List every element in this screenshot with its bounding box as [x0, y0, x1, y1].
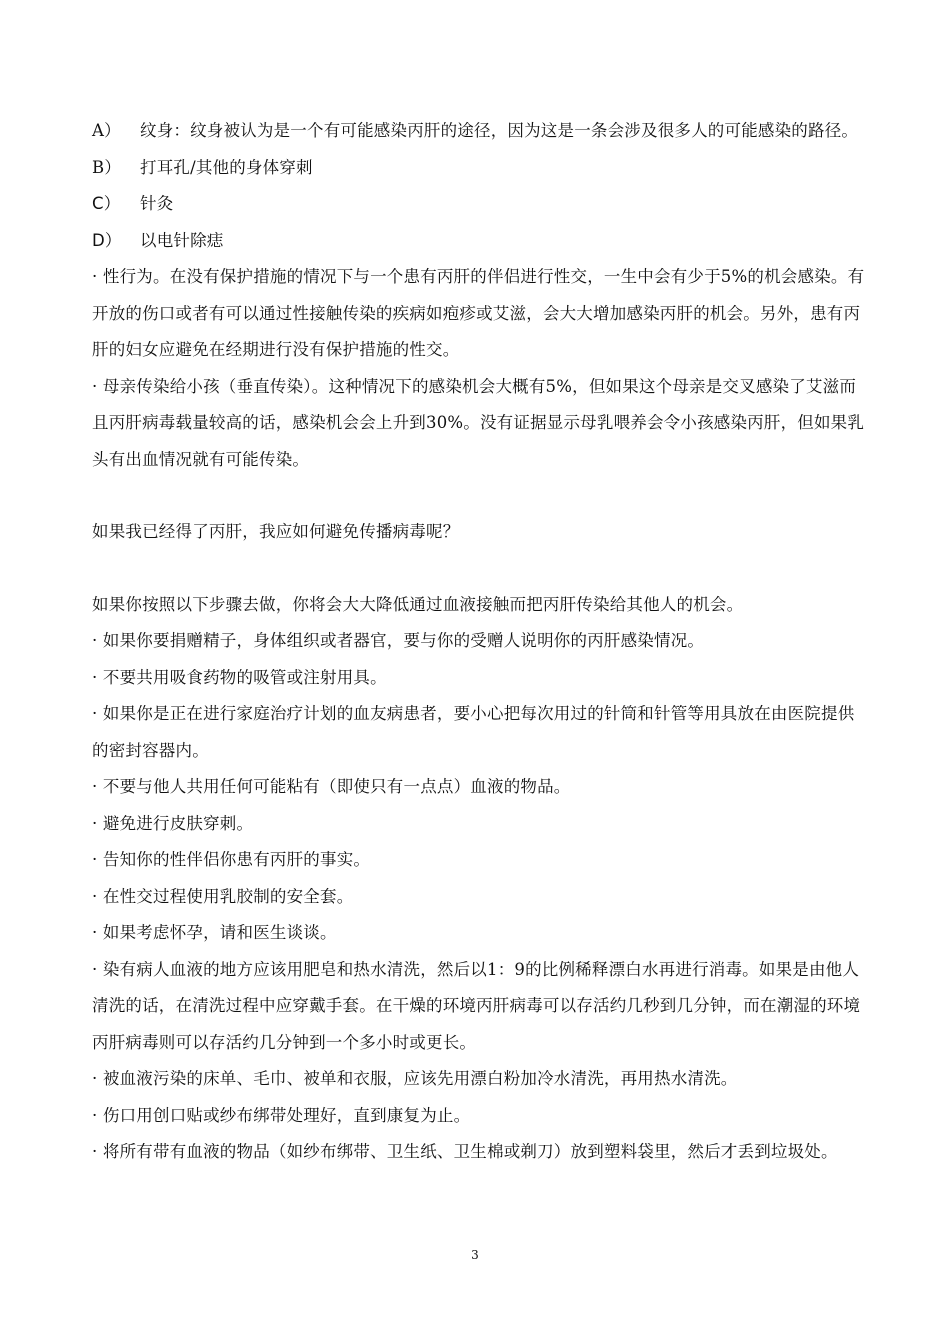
list-text-c: 针灸: [140, 194, 174, 213]
section-question: 如果我已经得了丙肝，我应如何避免传播病毒呢？: [92, 522, 460, 541]
bullet-item: · 如果你是正在进行家庭治疗计划的血友病患者，要小心把每次用过的针筒和针管等用具放在由医院提供的密封容器内。: [92, 704, 855, 760]
page-content: [92, 113, 868, 1171]
list-item-b: [92, 150, 868, 187]
bullet-item: · 将所有带有血液的物品（如纱布绑带、卫生纸、卫生棉或剃刀）放到塑料袋里，然后才丢到垃圾处。: [92, 1142, 838, 1161]
list-label-a: A）: [92, 121, 121, 140]
list-label-d: D）: [92, 230, 122, 250]
list-item-c: [92, 186, 868, 223]
paragraph-gap: [92, 551, 868, 587]
bullet-item: · 告知你的性伴侣你患有丙肝的事实。: [92, 850, 371, 869]
list-text-d: 以电针除痣: [140, 230, 224, 250]
list-text-a: 纹身：纹身被认为是一个有可能感染丙肝的途径，因为这是一条会涉及很多人的可能感染的路径。: [140, 121, 859, 140]
bullet-item: · 不要共用吸食药物的吸管或注射用具。: [92, 667, 387, 687]
list-label-c: C）: [92, 194, 121, 213]
bullet-item: · 如果你要捐赠精子，身体组织或者器官，要与你的受赠人说明你的丙肝感染情况。: [92, 631, 705, 650]
bullet-item: · 如果考虑怀孕，请和医生谈谈。: [92, 923, 337, 942]
bullet-item: · 伤口用创口贴或纱布绑带处理好，直到康复为止。: [92, 1105, 471, 1125]
list-item-d: [92, 223, 868, 260]
list-item-a: [92, 113, 868, 150]
paragraph-gap: [92, 478, 868, 514]
bullet-item: · 被血液污染的床单、毛巾、被单和衣服，应该先用漂白粉加冷水清洗，再用热水清洗。: [92, 1069, 738, 1088]
bullet-item: · 避免进行皮肤穿刺。: [92, 813, 254, 833]
bullet-vertical-transmission: · 母亲传染给小孩（垂直传染）。这种情况下的感染机会大概有5%，但如果这个母亲是交叉感染了艾滋而且丙肝病毒载量较高的话，感染机会会上升到30%。没有证据显示母乳喂养会令小孩感染丙肝，但如果乳头有出血情况就有可能传染。: [92, 376, 865, 469]
bullet-item: · 不要与他人共用任何可能粘有（即使只有一点点）血液的物品。: [92, 777, 571, 796]
page-number: 3: [471, 1248, 479, 1262]
list-text-b: 打耳孔/其他的身体穿刺: [140, 157, 313, 177]
section-intro: 如果你按照以下步骤去做，你将会大大降低通过血液接触而把丙肝传染给其他人的机会。: [92, 594, 744, 614]
bullet-sexual-transmission: · 性行为。在没有保护措施的情况下与一个患有丙肝的伴侣进行性交，一生中会有少于5%的机会感染。有开放的伤口或者有可以通过性接触传染的疾病如疱疹或艾滋，会大大增加感染丙肝的机会。另外，患有丙肝的妇女应避免在经期进行没有保护措施的性交。: [92, 267, 865, 359]
list-label-b: B）: [92, 157, 122, 177]
bullet-item: · 在性交过程使用乳胶制的安全套。: [92, 886, 354, 906]
bullet-item: · 染有病人血液的地方应该用肥皂和热水清洗，然后以1：9的比例稀释漂白水再进行消毒。如果是由他人清洗的话，在清洗过程中应穿戴手套。在干燥的环境丙肝病毒可以存活约几秒到几分钟，而在潮湿的环境丙肝病毒则可以存活约几分钟到一个多小时或更长。: [92, 959, 861, 1052]
